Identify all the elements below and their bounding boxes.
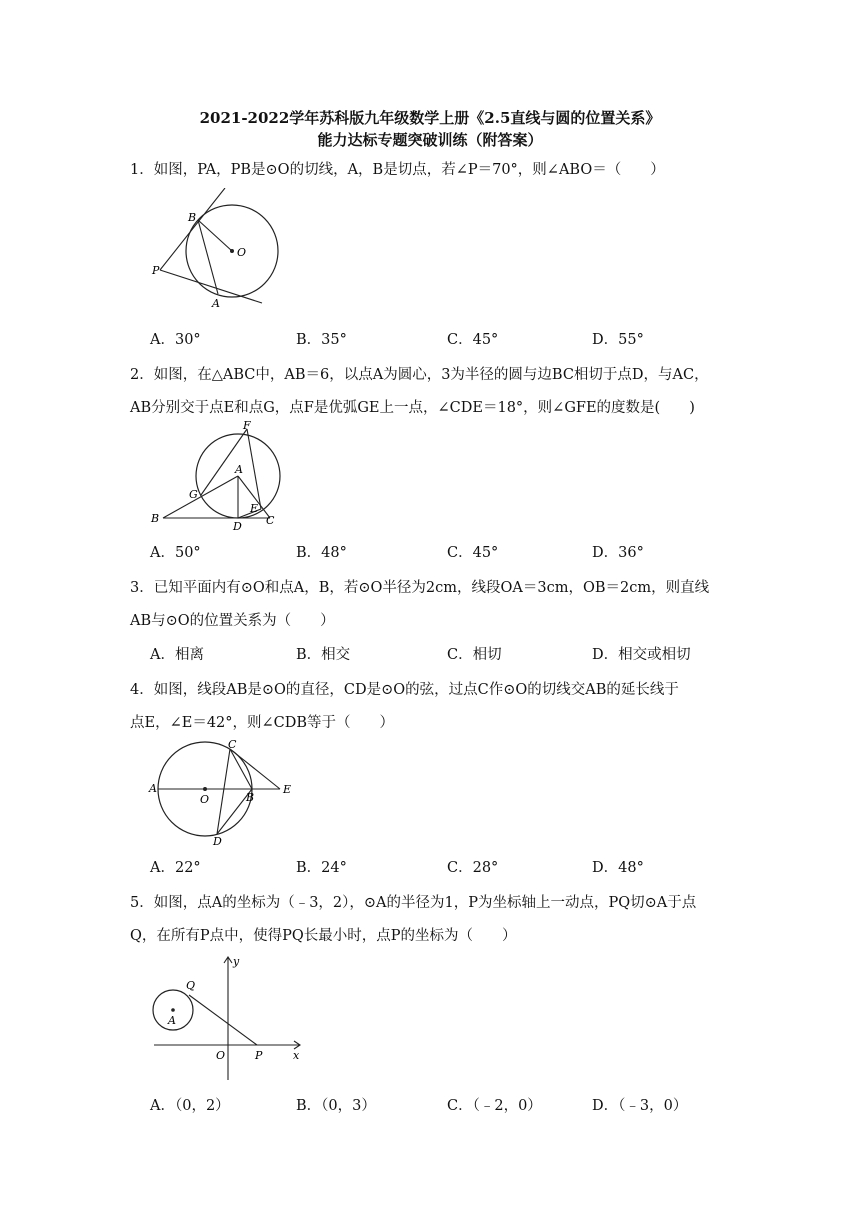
q3-option-b[interactable]: B．相交	[296, 647, 351, 663]
q1-label-p: P	[152, 264, 160, 277]
q5-stem-line1: 5．如图，点A的坐标为（﹣3，2），⊙A的半径为1，P为坐标轴上一动点，PQ切⊙A于点	[130, 895, 697, 911]
q4-label-o: O	[200, 793, 210, 806]
q5-label-y: y	[233, 955, 240, 968]
q1-stem-line1: 1．如图，PA，PB是⊙O的切线，A，B是切点，若∠P＝70°，则∠ABO＝（ ）	[130, 162, 665, 178]
q3-option-d[interactable]: D．相交或相切	[592, 647, 691, 663]
q3-option-c[interactable]: C．相切	[447, 647, 502, 663]
q3-stem-line2: AB与⊙O的位置关系为（ ）	[130, 613, 335, 629]
q2-label-d: D	[233, 520, 242, 533]
q2-figure	[145, 418, 285, 533]
q4-option-d[interactable]: D．48°	[592, 860, 644, 876]
q5-figure	[145, 952, 315, 1087]
q2-label-b: B	[151, 512, 160, 525]
q2-option-b[interactable]: B．48°	[296, 545, 347, 561]
q2-label-c: C	[266, 514, 275, 527]
q4-option-b[interactable]: B．24°	[296, 860, 347, 876]
q4-label-a: A	[149, 782, 157, 795]
q4-label-c: C	[228, 738, 237, 751]
q1-figure	[140, 188, 280, 313]
q5-option-c[interactable]: C．（﹣2，0）	[447, 1098, 542, 1114]
q5-stem-line2: Q，在所有P点中，使得PQ长最小时，点P的坐标为（ ）	[130, 928, 517, 944]
q1-option-a[interactable]: A．30°	[150, 332, 201, 348]
q5-label-a: A	[168, 1014, 176, 1027]
q5-option-b[interactable]: B．（0，3）	[296, 1098, 376, 1114]
doc-title-line1: 2021-2022学年苏科版九年级数学上册《2.5直线与圆的位置关系》	[199, 109, 661, 127]
q2-label-f: F	[243, 419, 251, 432]
q4-option-c[interactable]: C．28°	[447, 860, 499, 876]
q3-stem-line1: 3．已知平面内有⊙O和点A，B，若⊙O半径为2cm，线段OA＝3cm，OB＝2cm，则直线	[130, 580, 710, 596]
q1-option-d[interactable]: D．55°	[592, 332, 644, 348]
q5-option-a[interactable]: A．（0，2）	[150, 1098, 230, 1114]
q4-label-d: D	[213, 835, 222, 848]
q4-figure	[145, 738, 295, 848]
q2-label-a: A	[235, 463, 243, 476]
q5-option-d[interactable]: D．（﹣3，0）	[592, 1098, 688, 1114]
q5-label-x: x	[293, 1049, 300, 1062]
q5-label-o: O	[216, 1049, 226, 1062]
q2-stem-line1: 2．如图，在△ABC中，AB＝6，以点A为圆心，3为半径的圆与边BC相切于点D，与AC，	[130, 367, 709, 383]
q1-label-a: A	[212, 297, 220, 310]
q4-label-e: E	[283, 783, 292, 796]
q4-label-b: B	[246, 791, 255, 804]
doc-title-line2: 能力达标专题突破训练（附答案）	[317, 131, 543, 149]
q3-option-a[interactable]: A．相离	[150, 647, 204, 663]
q4-stem-line1: 4．如图，线段AB是⊙O的直径，CD是⊙O的弦，过点C作⊙O的切线交AB的延长线于	[130, 682, 679, 698]
q5-label-q: Q	[186, 979, 196, 992]
q1-label-b: B	[188, 211, 197, 224]
q4-option-a[interactable]: A．22°	[150, 860, 201, 876]
q2-stem-line2: AB分别交于点E和点G，点F是优弧GE上一点，∠CDE＝18°，则∠GFE的度数是( )	[130, 400, 695, 416]
q5-label-p: P	[255, 1049, 263, 1062]
q1-option-b[interactable]: B．35°	[296, 332, 347, 348]
q1-option-c[interactable]: C．45°	[447, 332, 499, 348]
q2-label-g: G	[189, 488, 198, 501]
q4-stem-line2: 点E，∠E＝42°，则∠CDB等于（ ）	[130, 715, 395, 731]
q2-option-d[interactable]: D．36°	[592, 545, 644, 561]
q2-label-e: E	[250, 502, 259, 515]
q2-option-c[interactable]: C．45°	[447, 545, 499, 561]
q1-label-o: O	[237, 246, 247, 259]
q2-option-a[interactable]: A．50°	[150, 545, 201, 561]
